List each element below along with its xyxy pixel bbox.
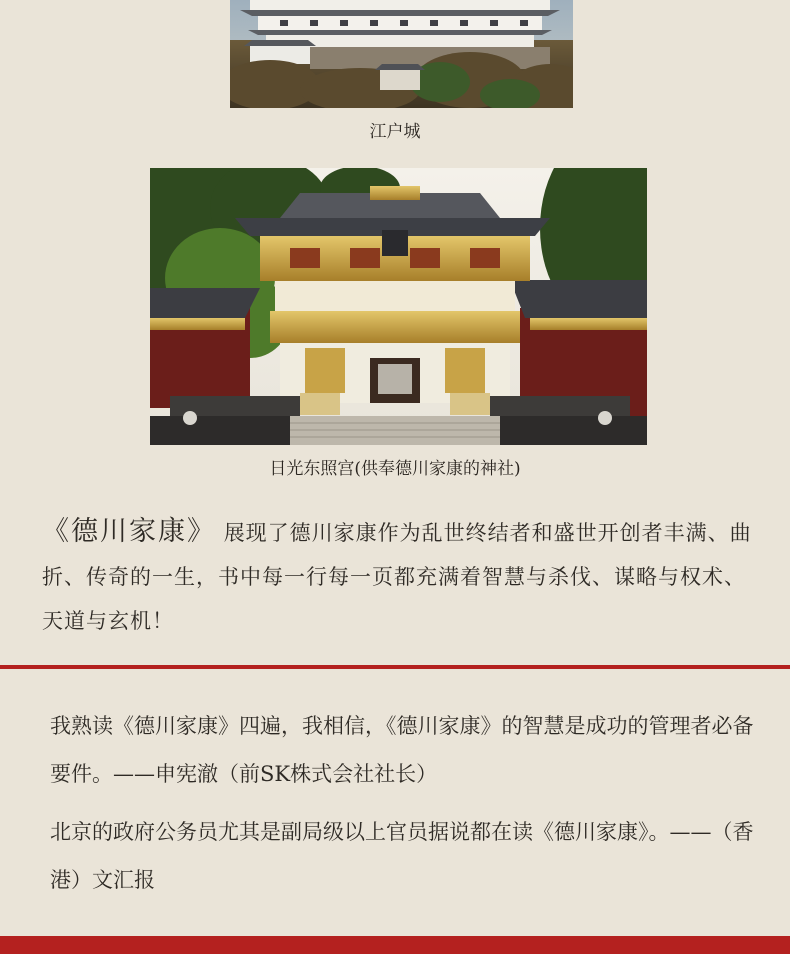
- intro-text: 展现了德川家康作为乱世终结者和盛世开创者丰满、曲折、传奇的一生，书中每一行每一页都充满着智慧与杀伐、谋略与权术、天道与玄机！: [42, 521, 752, 633]
- quote-2: 北京的政府公务员尤其是副局级以上官员据说都在读《德川家康》。——（香港）文汇报: [50, 820, 754, 892]
- edo-castle-photo: [230, 0, 573, 108]
- edo-castle-caption: 江户城: [369, 122, 421, 142]
- intro-paragraph: [42, 510, 762, 643]
- divider-bottom: [0, 936, 790, 954]
- nikko-toshogu-photo: [150, 168, 647, 445]
- book-title: 《德川家康》: [42, 516, 216, 547]
- quote-1: 我熟读《德川家康》四遍，我相信，《德川家康》的智慧是成功的管理者必备要件。——申宪澈（前SK株式会社社长）: [50, 714, 754, 786]
- nikko-toshogu-caption: 日光东照宫(供奉德川家康的神社): [269, 459, 521, 479]
- divider-top: [0, 665, 790, 669]
- quotes-section: [50, 702, 762, 914]
